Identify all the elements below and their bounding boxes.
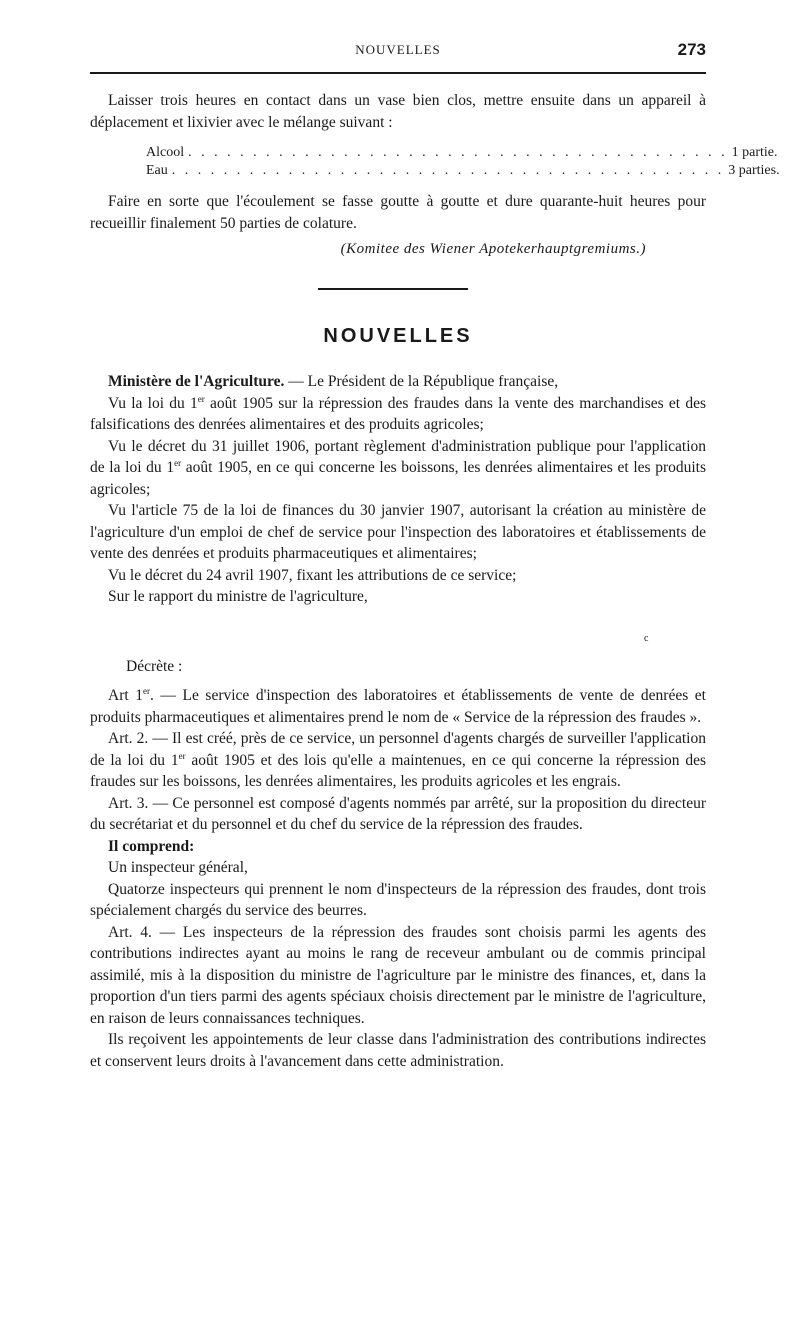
decret-sup: er	[174, 457, 182, 468]
loi-prefix: Vu la loi du 1	[108, 394, 198, 412]
article-2	[90, 728, 706, 793]
recipe-instructions: Laisser trois heures en contact dans un vase bien clos, mettre ensuite dans un appareil à déplacement et lixivier avec le mélange suivant :	[90, 92, 706, 131]
ministere-heading: Ministère de l'Agriculture.	[108, 373, 285, 390]
ingredient-name: Alcool	[146, 145, 185, 160]
ingredient-list	[146, 144, 780, 180]
art4-appointements: Ils reçoivent les appointements de leur classe dans l'administration des contributions indirectes et conservent leurs droits à l'avancement dans cette administration.	[90, 1031, 706, 1070]
art2-rest: août 1905 et des lois qu'elle a maintenues, en ce qui concerne la répression des fraudes sur les boissons, les denrées alimentaires, les produits agricoles et les engrais.	[90, 751, 706, 790]
percolation-paragraph: Faire en sorte que l'écoulement se fasse goutte à goutte et dure quarante-huit heures pour recueillir finalement 50 parties de colature.	[90, 193, 706, 232]
stray-mark: c	[644, 633, 649, 644]
consideration-decret-avril: Vu le décret du 24 avril 1907, fixant les attributions de ce service;	[108, 566, 517, 584]
ingredient-row	[146, 144, 778, 162]
section-divider	[318, 288, 468, 290]
page-header	[90, 40, 706, 62]
citation: (Komitee des Wiener Apotekerhauptgremiums.)	[340, 241, 646, 257]
ingredient-quantity: 1 partie.	[731, 145, 778, 160]
header-rule	[90, 72, 706, 74]
leader-dots: . . . . . . . . . . . . . . . . . . . . . . . . . . . . . . . . . . . . . . . . . . .	[171, 163, 725, 178]
document-page	[90, 0, 780, 1319]
art1-sup: er	[142, 685, 150, 696]
art3-comprend: Il comprend:	[108, 837, 195, 855]
art2-prefix: Art. 2. — Il est créé, près de ce service, un personnel d'agents chargés de surveiller l'application de la loi du 1	[90, 730, 706, 769]
loi-rest: août 1905 sur la répression des fraudes dans la vente des marchandises et des falsifications des denrées alimentaires et des produits agricoles;	[90, 394, 706, 433]
consideration-rapport: Sur le rapport du ministre de l'agriculture,	[108, 588, 368, 605]
ingredient-quantity: 3 parties.	[728, 163, 780, 178]
consideration-decret	[90, 436, 706, 501]
consideration-article75: Vu l'article 75 de la loi de finances du 30 janvier 1907, autorisant la création au ministère de l'agriculture d'un emploi de chef de service pour l'inspection des laboratoires et établissements de vente des denrées et produits pharmaceutiques et alimentaires;	[90, 502, 706, 562]
ministere-paragraph	[90, 371, 706, 393]
art2-sup: er	[178, 750, 186, 761]
article-4: Art. 4. — Les inspecteurs de la répression des fraudes sont choisis parmi les agents des contributions indirectes ayant au moins le rang de receveur ambulant ou de commis principal assimilé, mis à la disposition du ministre de l'agriculture par le ministre des finances, et, dans la proportion d'un tiers parmi des agents spéciaux choisis directement par le ministre de l'agriculture, en raison de leurs connaissances techniques.	[90, 923, 706, 1027]
decree-preamble	[90, 371, 706, 608]
art3-quatorze: Quatorze inspecteurs qui prennent le nom d'inspecteurs de la répression des fraudes, dont trois spécialement chargés du service des beurres.	[90, 880, 706, 919]
articles	[90, 685, 706, 1072]
art3-inspecteur-general: Un inspecteur général,	[108, 859, 248, 876]
section-title: NOUVELLES	[323, 325, 473, 347]
decret-rest: août 1905, en ce qui concerne les boissons, les denrées alimentaires et les produits agricoles;	[90, 459, 707, 498]
ingredient-name: Eau	[146, 163, 168, 178]
ingredient-row	[146, 162, 780, 180]
decret-prefix: Vu le décret du 31 juillet 1906, portant règlement d'administration publique pour l'application de la loi du 1	[90, 437, 706, 476]
article-3: Art. 3. — Ce personnel est composé d'agents nommés par arrêté, sur la proposition du directeur du secrétariat et du personnel et du chef du service de la répression des fraudes.	[90, 794, 706, 833]
art1-label: Art 1	[108, 687, 143, 704]
loi-sup: er	[197, 393, 205, 404]
consideration-loi	[90, 393, 706, 436]
leader-dots: . . . . . . . . . . . . . . . . . . . . . . . . . . . . . . . . . . . . . . . . . .	[188, 145, 728, 160]
decrete-label: Décrète :	[126, 658, 183, 675]
article-1	[90, 685, 706, 728]
running-head: NOUVELLES	[355, 42, 441, 57]
ministere-intro: — Le Président de la République française,	[288, 373, 559, 390]
page-number: 273	[677, 40, 706, 59]
art1-text: . — Le service d'inspection des laboratoires et établissements de vente de denrées et produits pharmaceutiques et alimentaires prend le nom de « Service de la répression des fraudes ».	[90, 687, 706, 726]
